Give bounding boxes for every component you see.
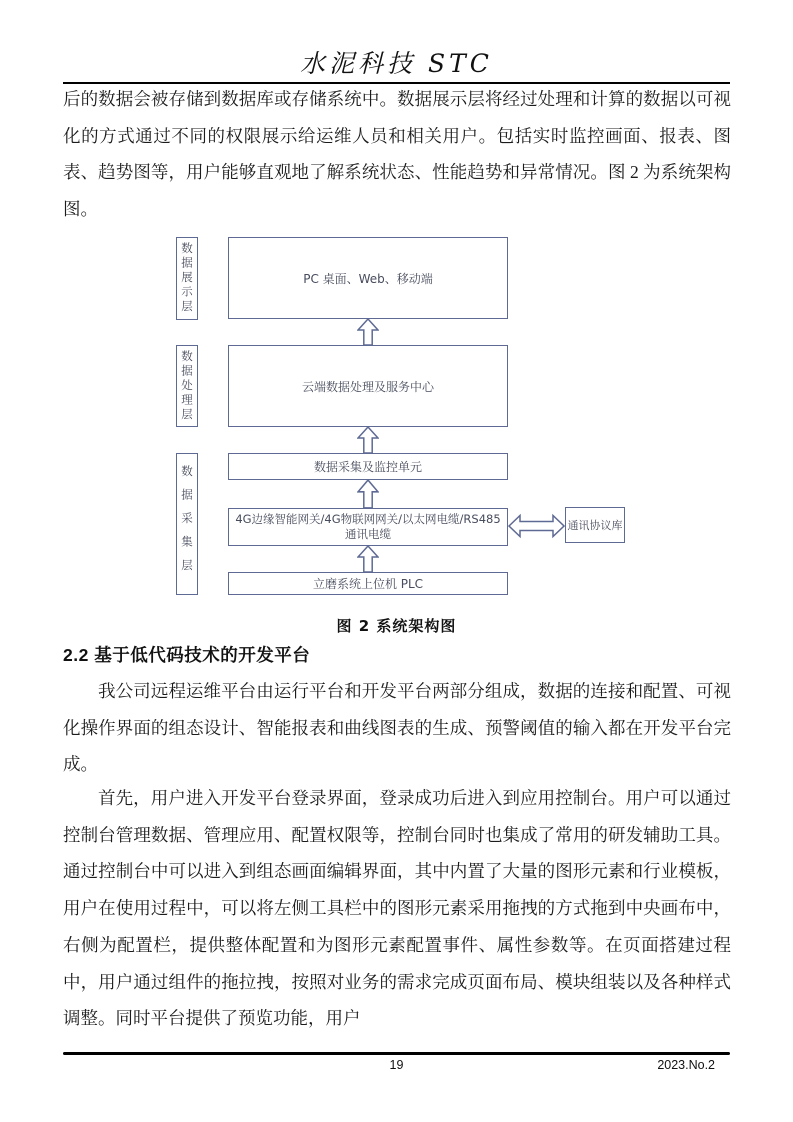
footer-issue-number: 2023.No.2 — [657, 1058, 715, 1072]
up-arrow-icon — [357, 426, 379, 454]
diagram-layer-label-processing: 数据处理层 — [176, 345, 198, 427]
diagram-node-plc: 立磨系统上位机 PLC — [228, 572, 508, 595]
journal-title: 水泥科技 STC — [300, 49, 493, 78]
diagram-node-presentation: PC 桌面、Web、移动端 — [228, 237, 508, 319]
diagram-layer-label-collection: 数据采集层 — [176, 453, 198, 595]
paragraph-3: 首先，用户进入开发平台登录界面，登录成功后进入到应用控制台。用户可以通过控制台管理数据、管理应用、配置权限等，控制台同时也集成了常用的研发辅助工具。通过控制台中可以进入到组态画面编辑界面，其中内置了大量的图形元素和行业模板，用户在使用过程中，可以将左侧工具栏中的图形元素采用拖拽的方式拖到中央画布中，右侧为配置栏，提供整体配置和为图形元素配置事件、属性参数等。在页面搭建过程中，用户通过组件的拖拉拽，按照对业务的需求完成页面布局、模块组装以及各种样式调整。同时平台提供了预览功能，用户 — [63, 788, 731, 1029]
diagram-node-gateway: 4G边缘智能网关/4G物联网网关/以太网电缆/RS485通讯电缆 — [228, 508, 508, 546]
up-arrow-icon — [357, 318, 379, 346]
diagram-layer-label-display: 数据展示层 — [176, 237, 198, 320]
up-arrow-icon — [357, 479, 379, 509]
figure-caption: 图 2 系统架构图 — [336, 617, 457, 635]
up-arrow-icon — [357, 545, 379, 573]
diagram-node-cloud: 云端数据处理及服务中心 — [228, 345, 508, 427]
footer-page-number: 19 — [389, 1058, 404, 1072]
section-heading: 2.2 基于低代码技术的开发平台 — [63, 645, 311, 665]
paragraph-2: 我公司远程运维平台由运行平台和开发平台两部分组成，数据的连接和配置、可视化操作界面的组态设计、智能报表和曲线图表的生成、预警阈值的输入都在开发平台完成。 — [63, 681, 731, 775]
double-arrow-icon — [508, 512, 565, 540]
paragraph-1: 后的数据会被存储到数据库或存储系统中。数据展示层将经过处理和计算的数据以可视化的方式通过不同的权限展示给运维人员和相关用户。包括实时监控画面、报表、图表、趋势图等，用户能够直观地了解系统状态、性能趋势和异常情况。图 2 为系统架构图。 — [63, 89, 731, 220]
diagram-node-scada: 数据采集及监控单元 — [228, 453, 508, 480]
footer-rule — [63, 1052, 730, 1055]
diagram-node-protocol-library: 通讯协议库 — [565, 507, 625, 543]
